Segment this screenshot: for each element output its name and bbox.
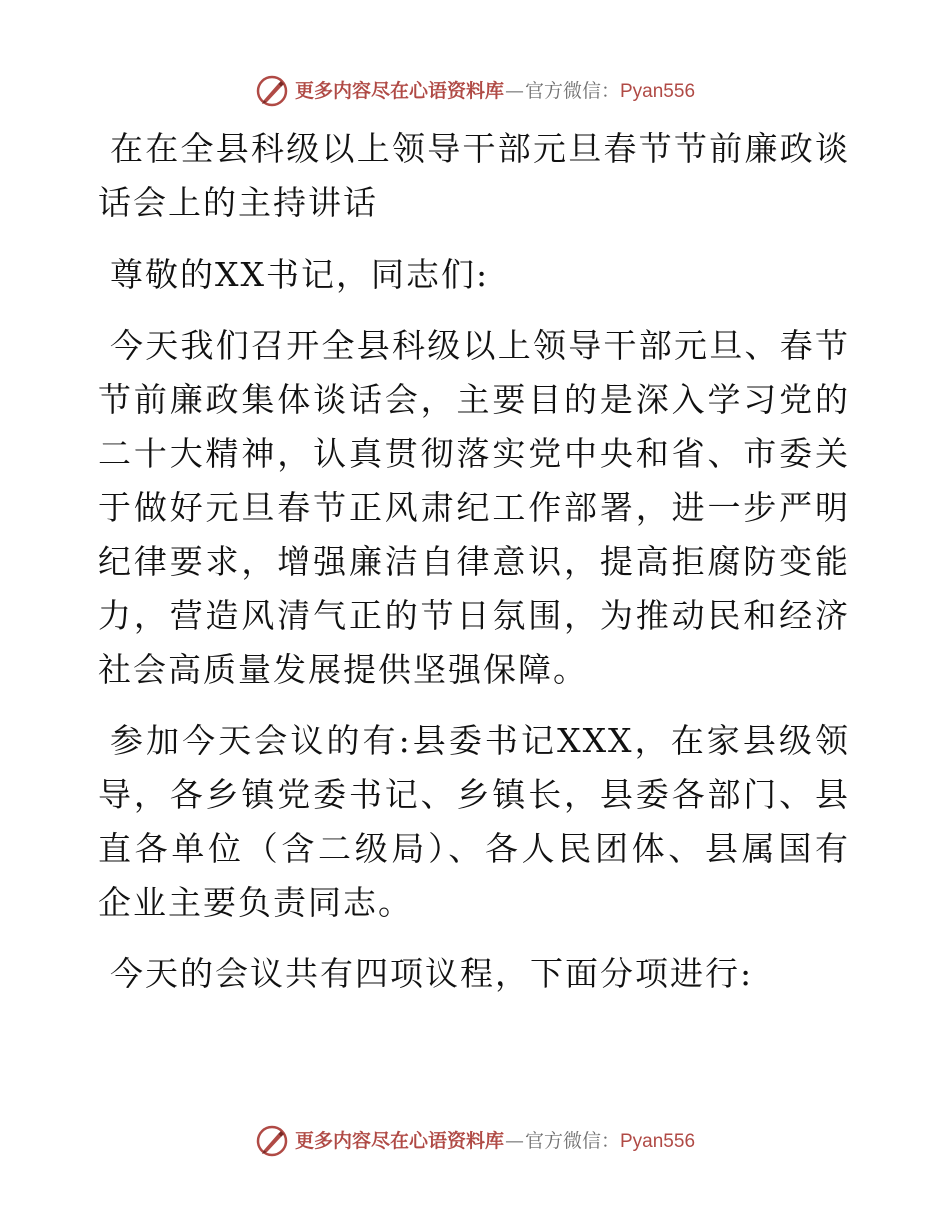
watermark-dash: — <box>504 1129 524 1152</box>
watermark-id: Pyan556 <box>620 1130 696 1152</box>
watermark-label: 官方微信： <box>524 1129 620 1152</box>
paragraph-agenda: 今天的会议共有四项议程，下面分项进行: <box>110 954 754 993</box>
watermark-label: 官方微信： <box>524 79 620 102</box>
paragraph-purpose: 今天我们召开全县科级以上领导干部元旦、春节节前廉政集体谈话会，主要目的是深入学习党的二十大精神，认真贯彻落实党中央和省、市委关于做好元旦春节正风肃纪工作部署，进一步严明纪律要求，增强廉洁自律意识，提高拒腐防变能力，营造风清气正的节日氛围，为推动民和经济社会高质量发展提供坚强保障。 <box>98 326 850 689</box>
document-body <box>98 122 850 1001</box>
greeting: 尊敬的XX书记，同志们: <box>110 255 490 294</box>
watermark-id: Pyan556 <box>620 80 696 102</box>
pen-logo-icon <box>255 1124 289 1158</box>
watermark-dash: — <box>504 79 524 102</box>
document-title: 在在全县科级以上领导干部元旦春节节前廉政谈话会上的主持讲话 <box>98 129 850 222</box>
watermark-main: 更多内容尽在心语资料库 <box>294 79 504 102</box>
watermark-main: 更多内容尽在心语资料库 <box>294 1129 504 1152</box>
watermark-text <box>294 79 696 102</box>
watermark-text <box>294 1129 696 1152</box>
paragraph-attendees: 参加今天会议的有:县委书记XXX，在家县级领导，各乡镇党委书记、乡镇长，县委各部门、县直各单位（含二级局）、各人民团体、县属国有企业主要负责同志。 <box>98 721 850 922</box>
footer-watermark <box>0 1121 950 1161</box>
header-watermark <box>0 71 950 111</box>
pen-logo-icon <box>255 74 289 108</box>
